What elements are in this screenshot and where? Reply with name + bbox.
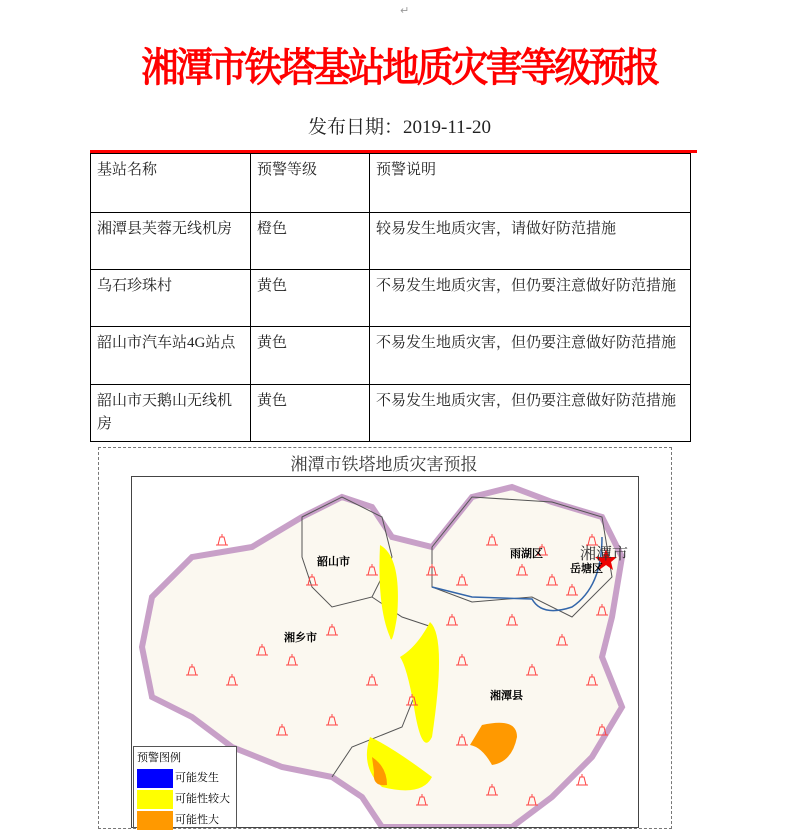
cell: 黄色 [251, 327, 370, 385]
map-label: 韶山市 [317, 556, 350, 568]
cell: 黄色 [251, 385, 370, 442]
legend-label: 可能性大 [175, 813, 219, 826]
legend-item [134, 767, 236, 788]
cell: 不易发生地质灾害，但仍要注意做好防范措施 [370, 385, 691, 442]
header-cell: 预警说明 [370, 154, 691, 213]
map-title: 湘潭市铁塔地质灾害预报 [290, 455, 478, 474]
legend-label: 可能发生 [175, 771, 219, 784]
legend-title: 预警图例 [137, 751, 181, 764]
table-row [91, 385, 691, 442]
cell: 不易发生地质灾害，但仍要注意做好防范措施 [370, 270, 691, 327]
table-row [91, 270, 691, 327]
paragraph-mark: ↵ [400, 4, 410, 17]
header-cell: 基站名称 [91, 154, 251, 213]
cell: 韶山市天鹅山无线机房 [91, 385, 251, 442]
tower-icon [216, 534, 228, 545]
map-label: 湘乡市 [284, 632, 317, 644]
header-cell: 预警等级 [251, 154, 370, 213]
cell: 黄色 [251, 270, 370, 327]
table-row [91, 213, 691, 270]
station-table [90, 153, 691, 442]
legend-item [134, 809, 236, 830]
page-title: 湘潭市铁塔基站地质灾害等级预报 [141, 45, 658, 91]
legend-item [134, 788, 236, 809]
legend-swatch [137, 769, 173, 788]
cell: 韶山市汽车站4G站点 [91, 327, 251, 385]
legend-swatch [137, 790, 173, 809]
cell: 较易发生地质灾害，请做好防范措施 [370, 213, 691, 270]
map-label: 湘潭县 [490, 690, 523, 702]
cell: 不易发生地质灾害，但仍要注意做好防范措施 [370, 327, 691, 385]
map-label: 湘潭市 [580, 546, 629, 563]
map-label: 雨湖区 [510, 548, 543, 560]
cell: 乌石珍珠村 [91, 270, 251, 327]
legend-swatch [137, 811, 173, 830]
map-label: 岳塘区 [570, 563, 603, 575]
publish-date: 发布日期：2019-11-20 [308, 117, 491, 138]
cell: 橙色 [251, 213, 370, 270]
map-legend [133, 746, 237, 828]
cell: 湘潭县芙蓉无线机房 [91, 213, 251, 270]
table-row [91, 327, 691, 385]
table-header-row [91, 154, 691, 213]
tower-icon [576, 774, 588, 785]
legend-label: 可能性较大 [175, 792, 230, 805]
